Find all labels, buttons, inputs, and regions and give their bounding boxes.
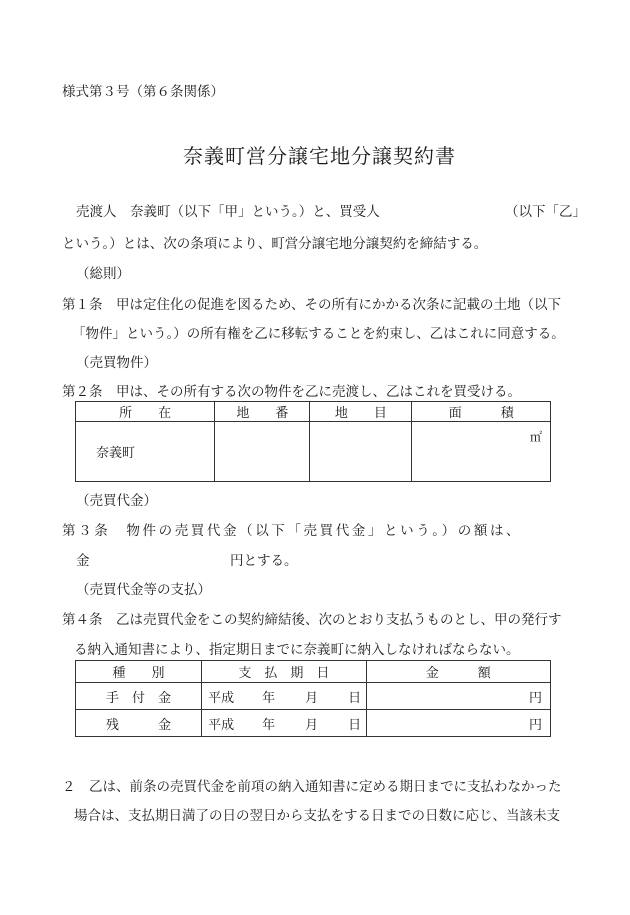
header-amount: 金 額 xyxy=(366,661,550,683)
month-label: 月 xyxy=(305,690,319,706)
row-balance-type: 残 金 xyxy=(76,710,202,737)
payment-table xyxy=(75,660,551,737)
month-label: 月 xyxy=(305,717,319,733)
intro-line-1b: （以下「乙」 xyxy=(505,204,586,220)
article-1-line-2: 「物件」という。）の所有権を乙に移転することを約束し、乙はこれに同意する。 xyxy=(72,326,565,342)
header-lot-number: 地 番 xyxy=(215,402,310,422)
section-4-heading: （売買代金等の支払） xyxy=(76,582,211,598)
intro-line-1a: 売渡人 奈義町（以下「甲」という。）と、買受人 xyxy=(76,204,380,220)
form-number: 様式第３号（第６条関係） xyxy=(62,84,224,100)
day-label: 日 xyxy=(348,690,362,706)
property-table xyxy=(75,401,551,482)
article-4-para-2-line-1: ２ 乙は、前条の売買代金を前項の納入通知書に定める期日までに支払わなかった xyxy=(62,779,562,795)
header-land-category: 地 目 xyxy=(310,402,412,422)
article-2-line-1: 第２条 甲は、その所有する次の物件を乙に売渡し、乙はこれを買受ける。 xyxy=(62,384,521,400)
article-3-amount-label: 金 xyxy=(76,553,90,569)
row-balance-amount: 円 xyxy=(366,710,550,737)
header-type: 種 別 xyxy=(76,661,202,683)
section-1-heading: （総則） xyxy=(76,266,130,282)
era: 平成 xyxy=(208,717,235,733)
day-label: 日 xyxy=(348,717,362,733)
row-deposit-date xyxy=(202,683,366,710)
cell-land-category xyxy=(310,422,412,482)
article-1-line-1: 第１条 甲は定住化の促進を図るため、その所有にかかる次条に記載の土地（以下 xyxy=(62,297,561,313)
section-3-heading: （売買代金） xyxy=(76,493,157,509)
article-3-line-1: 第３条 物件の売買代金（以下「売買代金」という。）の額は、 xyxy=(62,523,523,539)
area-unit: ㎡ xyxy=(529,430,542,444)
cell-lot-number xyxy=(215,422,310,482)
header-location: 所 在 xyxy=(76,402,215,422)
article-4-line-1: 第４条 乙は売買代金をこの契約締結後、次のとおり支払うものとし、甲の発行す xyxy=(62,612,562,628)
intro-line-2: という。）とは、次の条項により、町営分譲宅地分譲契約を締結する。 xyxy=(62,236,488,252)
year-label: 年 xyxy=(262,717,276,733)
header-area: 面 積 xyxy=(412,402,551,422)
article-4-para-2-line-2: 場合は、支払期日満了の日の翌日から支払をする日までの日数に応じ、当該未支 xyxy=(74,808,560,824)
article-4-line-2: る納入通知書により、指定期日までに奈義町に納入しなければならない。 xyxy=(74,642,520,658)
document-title: 奈義町営分譲宅地分譲契約書 xyxy=(183,144,456,168)
era: 平成 xyxy=(208,690,235,706)
header-due-date: 支 払 期 日 xyxy=(202,661,366,683)
cell-location: 奈義町 xyxy=(76,422,215,482)
article-3-amount-suffix: 円とする。 xyxy=(230,553,298,569)
row-deposit-type: 手 付 金 xyxy=(76,683,202,710)
row-deposit-amount: 円 xyxy=(366,683,550,710)
section-2-heading: （売買物件） xyxy=(76,355,157,371)
cell-area xyxy=(412,422,551,482)
year-label: 年 xyxy=(262,690,276,706)
row-balance-date xyxy=(202,710,366,737)
